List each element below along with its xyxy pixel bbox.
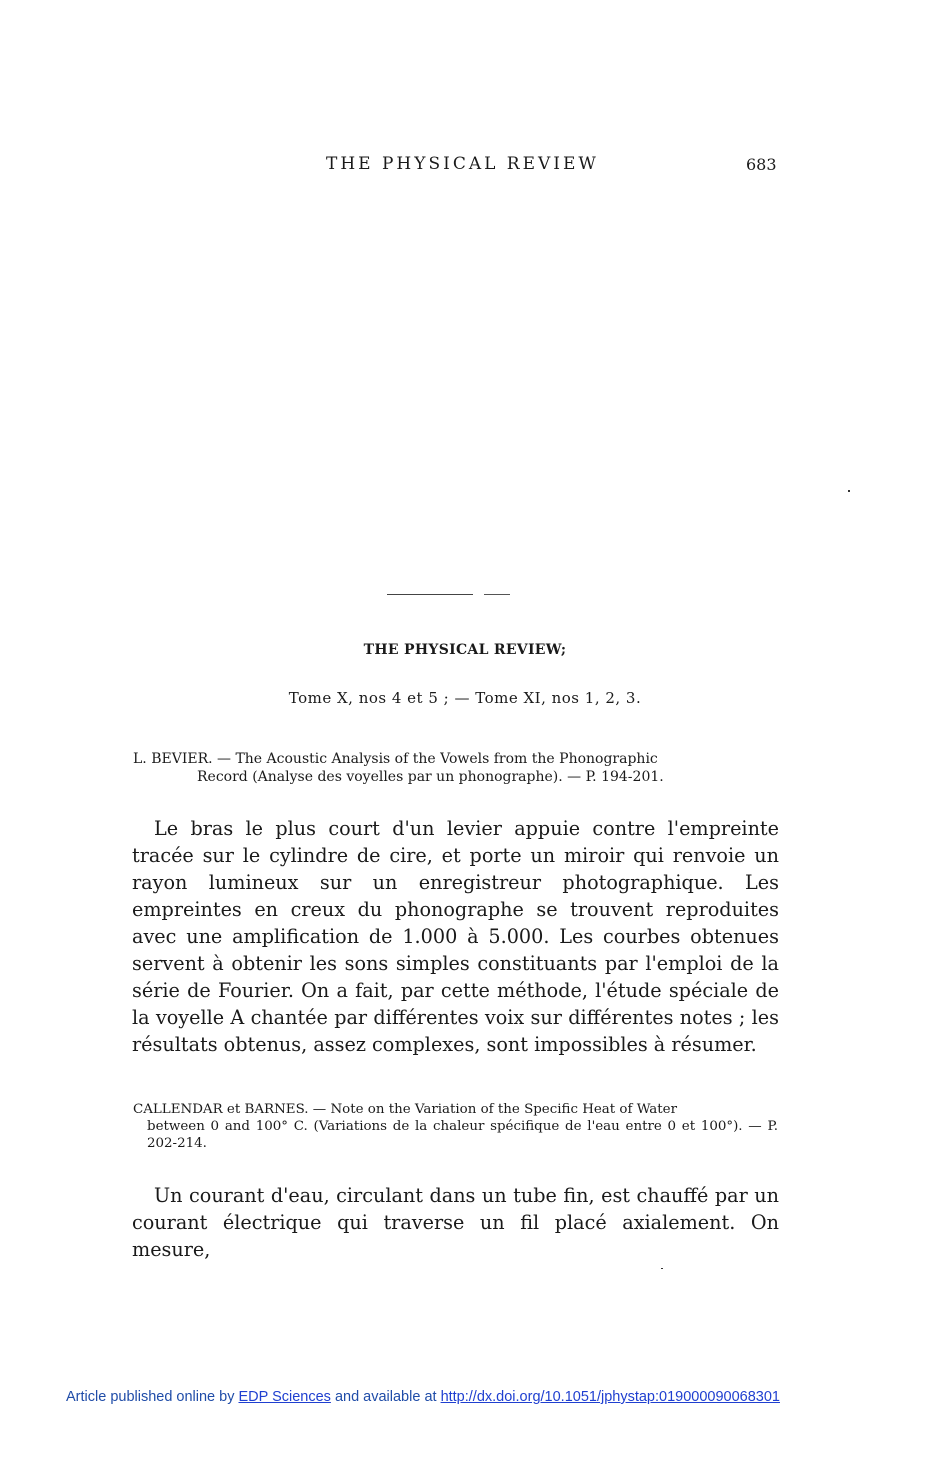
article-1-body-text: Le bras le plus court d'un levier appuie contre l'empreinte tracée sur le cylindre de cire, et porte un miroir qui renvoie un rayon lumineux sur un enregistreur photographique. Les empreintes en creux du phonographe se trouvent reproduites avec une amplification de 1.000 à 5.000. Les courbes obtenues servent à obtenir les sons simples constituants par l'emploi de la série de Fourier. On a fait, par cette méthode, l'étude spéciale de la voyelle A chantée par différentes voix sur différentes notes ; les résultats obtenus, assez complexes, sont impossibles à résumer. [132, 817, 779, 1056]
footer [66, 1389, 780, 1405]
tome-line: Tome X, nos 4 et 5 ; — Tome XI, nos 1, 2, 3. [288, 689, 642, 707]
article-2-citation [133, 1101, 778, 1152]
footer-prefix: Article published online by [66, 1389, 235, 1405]
publisher-link[interactable]: EDP Sciences [238, 1389, 331, 1405]
section-divider-short [484, 594, 510, 595]
footer-middle: and available at [334, 1389, 437, 1405]
section-title: THE PHYSICAL REVIEW; [363, 642, 567, 658]
article-2-body-text: Un courant d'eau, circulant dans un tube fin, est chauffé par un courant électrique qui traverse un fil placé axialement. On mesure, [132, 1184, 779, 1261]
article-2-body [132, 1182, 779, 1263]
article-2-citation-line-2: between 0 and 100° C. (Variations de la chaleur spécifique de l'eau entre 0 et 100°). — P. 202-214. [147, 1119, 778, 1151]
running-title: THE PHYSICAL REVIEW [326, 154, 599, 174]
article-1-citation-line-1: L. BEVIER. — The Acoustic Analysis of the Vowels from the Phonographic [133, 751, 658, 767]
print-speck [661, 1268, 663, 1269]
page-number: 683 [746, 155, 777, 174]
article-1-citation [133, 750, 778, 786]
article-1-citation-line-2: Record (Analyse des voyelles par un phonographe). — P. 194-201. [197, 769, 664, 785]
doi-link[interactable]: http://dx.doi.org/10.1051/jphystap:019000090068301 [440, 1389, 780, 1405]
print-speck [848, 490, 850, 492]
article-1-body [132, 815, 779, 1058]
article-2-citation-line-1: CALLENDAR et BARNES. — Note on the Variation of the Specific Heat of Water [133, 1102, 677, 1117]
section-divider [387, 594, 473, 595]
